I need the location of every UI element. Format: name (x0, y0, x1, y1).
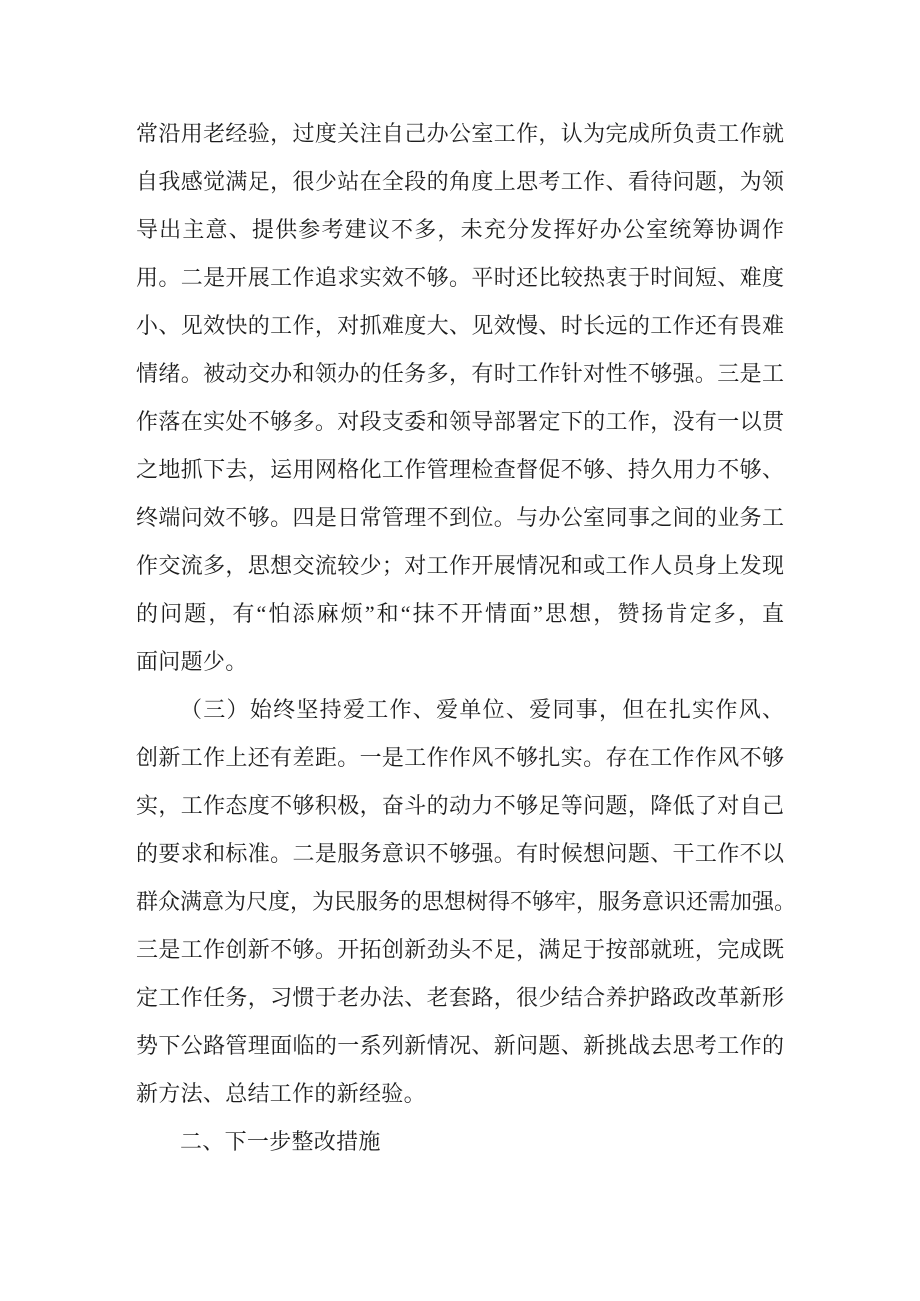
body-text-line: 作交流多，思想交流较少；对工作开展情况和或工作人员身上发现 (136, 553, 784, 578)
body-text-line: 新方法、总结工作的新经验。 (136, 1081, 426, 1106)
body-text-line: 实，工作态度不够积极，奋斗的动力不够足等问题，降低了对自己 (136, 793, 784, 818)
body-text-line: 三是工作创新不够。开拓创新劲头不足，满足于按部就班，完成既 (136, 937, 784, 962)
body-text-line: 的问题，有“怕添麻烦”和“抹不开情面”思想，赞扬肯定多，直 (136, 601, 784, 626)
body-text-line: 情绪。被动交办和领办的任务多，有时工作针对性不够强。三是工 (136, 361, 784, 386)
body-text-line: 面问题少。 (136, 649, 248, 674)
body-text-line: 导出主意、提供参考建议不多，未充分发挥好办公室统筹协调作 (136, 217, 784, 242)
body-text-line: 群众满意为尺度，为民服务的思想树得不够牢，服务意识还需加强。 (136, 889, 797, 914)
body-text-line: 作落在实处不够多。对段支委和领导部署定下的工作，没有一以贯 (136, 409, 784, 434)
body-text-line: 创新工作上还有差距。一是工作作风不够扎实。存在工作作风不够 (136, 745, 784, 770)
body-text-line: 势下公路管理面临的一系列新情况、新问题、新挑战去思考工作的 (136, 1033, 784, 1058)
body-text-line: （三）始终坚持爱工作、爱单位、爱同事，但在扎实作风、 (180, 697, 784, 722)
body-text-line: 终端问效不够。四是日常管理不到位。与办公室同事之间的业务工 (136, 505, 784, 530)
section-heading: 二、下一步整改措施 (180, 1129, 381, 1154)
body-text-line: 定工作任务，习惯于老办法、老套路，很少结合养护路政改革新形 (136, 985, 784, 1010)
document-body (136, 110, 797, 1166)
body-text-line: 用。二是开展工作追求实效不够。平时还比较热衷于时间短、难度 (136, 265, 784, 290)
body-text-line: 常沿用老经验，过度关注自己办公室工作，认为完成所负责工作就 (136, 121, 784, 146)
body-text-line: 自我感觉满足，很少站在全段的角度上思考工作、看待问题，为领 (136, 169, 784, 194)
body-text-line: 小、见效快的工作，对抓难度大、见效慢、时长远的工作还有畏难 (136, 313, 784, 338)
body-text-line: 之地抓下去，运用网格化工作管理检查督促不够、持久用力不够、 (136, 457, 784, 482)
body-text-line: 的要求和标准。二是服务意识不够强。有时候想问题、干工作不以 (136, 841, 784, 866)
